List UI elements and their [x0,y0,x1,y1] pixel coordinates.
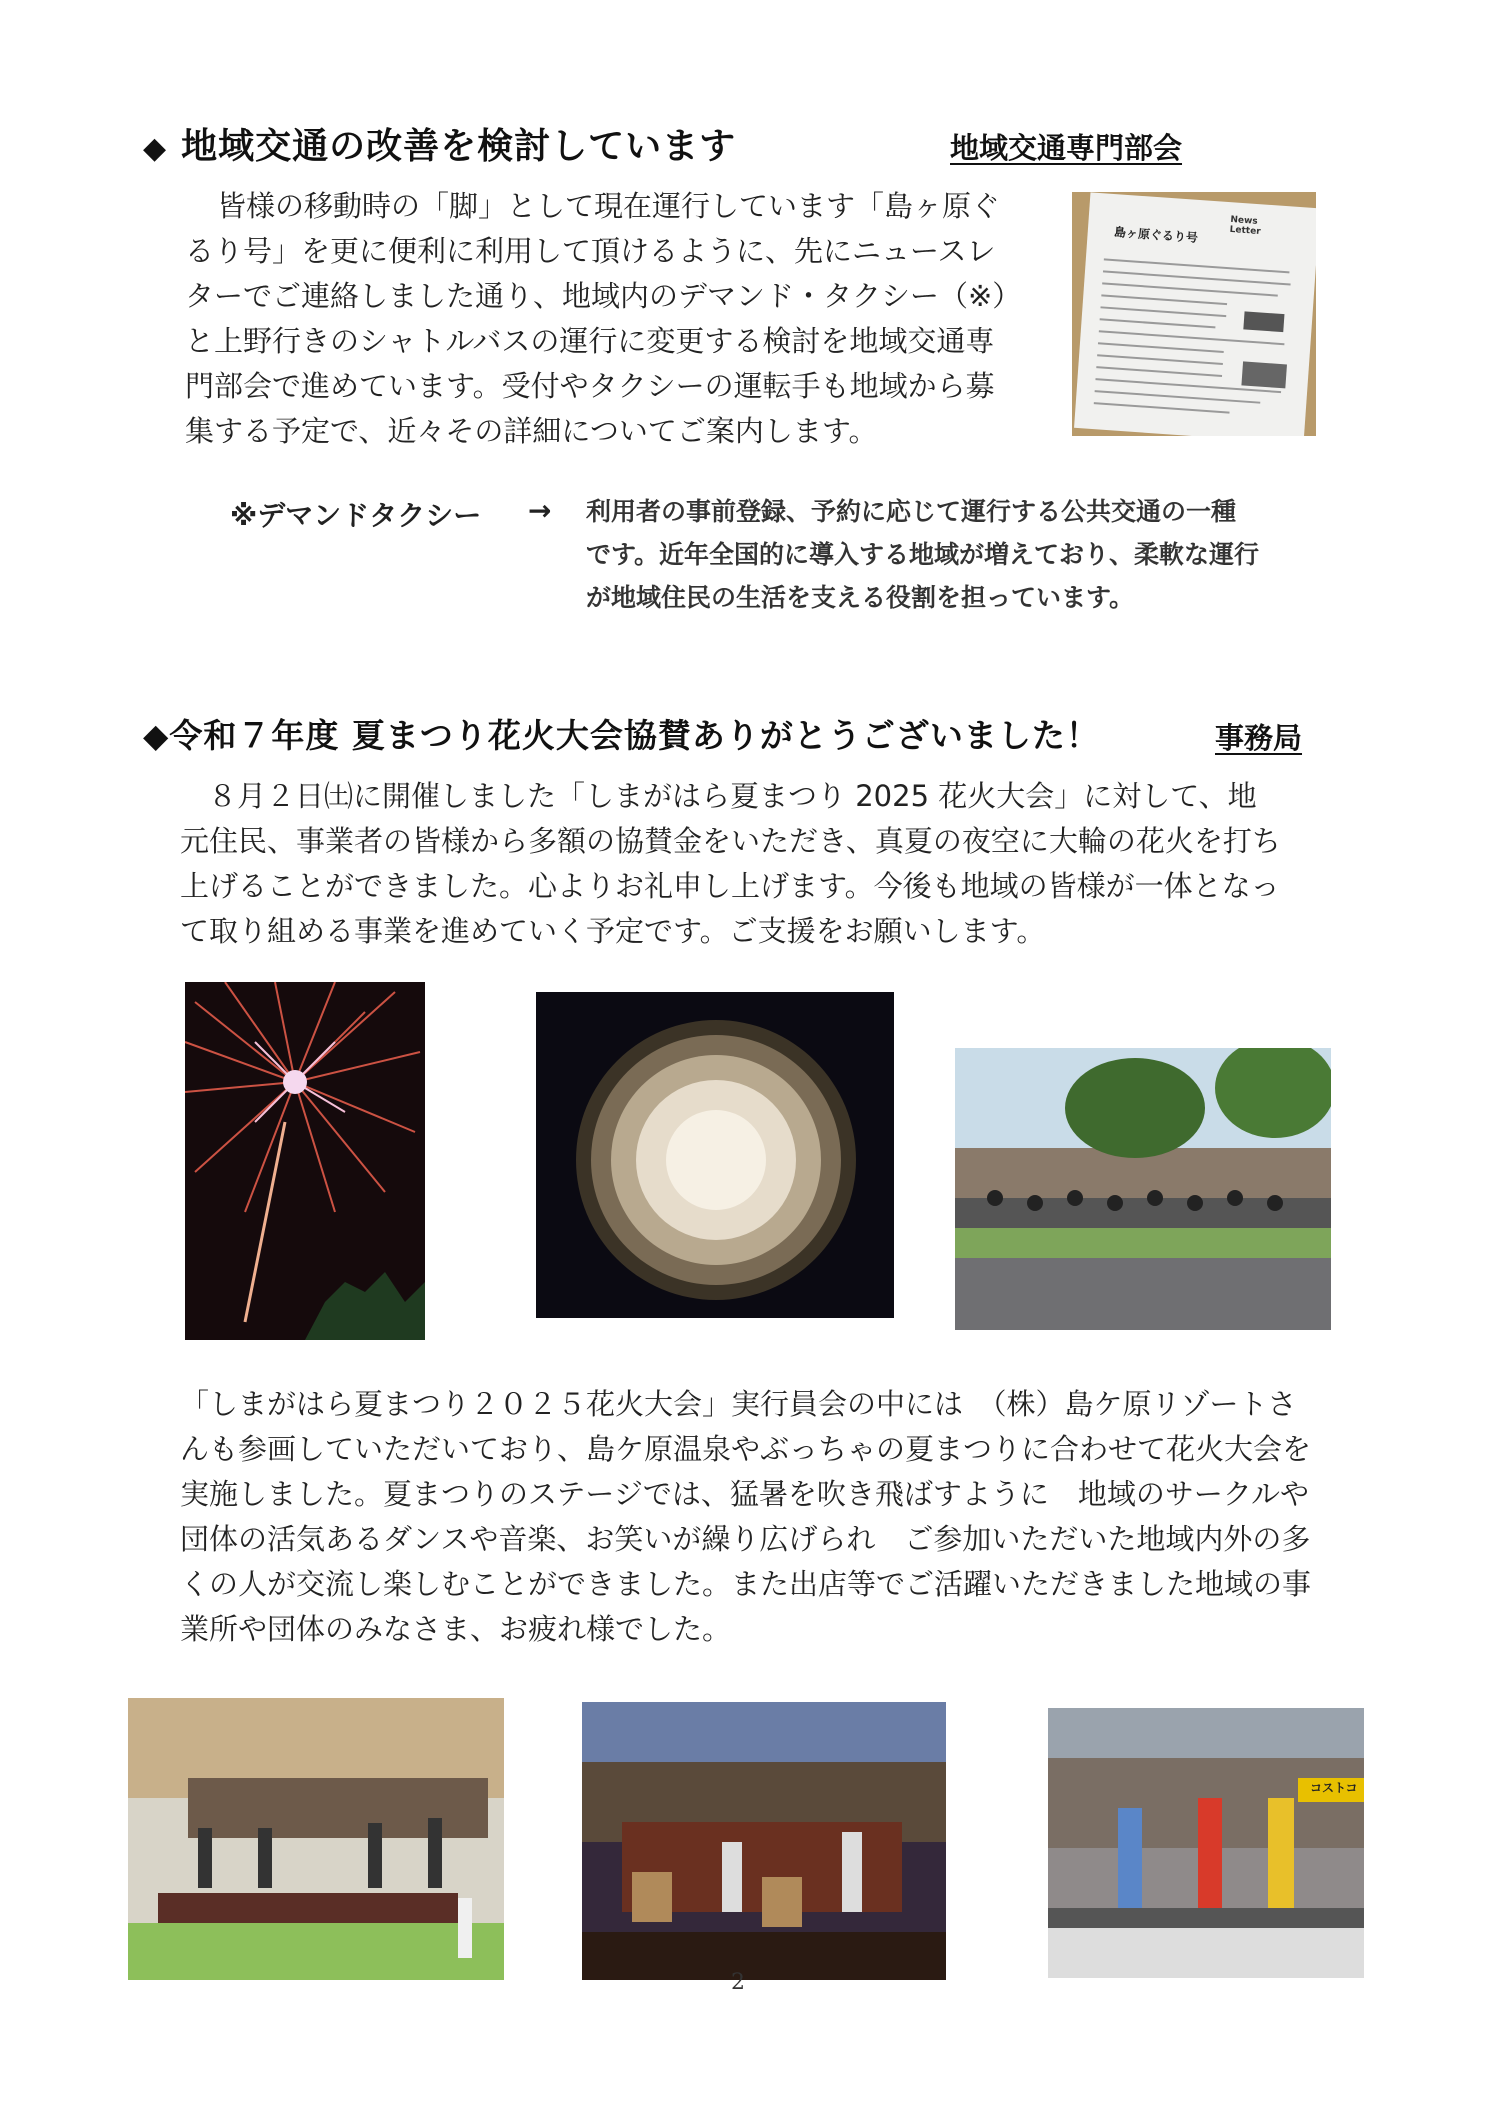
paragraph-line: 皆様の移動時の「脚」として現在運行しています「島ヶ原ぐ [217,189,1001,223]
paragraph-line: 団体の活気あるダンスや音楽、お笑いが繰り広げられ ご参加いただいた地域内外の多 [180,1522,1311,1556]
page-number: 2 [731,1970,745,1995]
newsletter-photo [1072,192,1316,436]
section1-title: 地域交通の改善を検討しています [181,126,737,167]
newsletter-badge: News Letter [1229,214,1261,238]
note-line: です。近年全国的に導入する地域が増えており、柔軟な運行 [586,540,1260,569]
section1-department: 地域交通専門部会 [950,131,1183,165]
diamond-bullet-icon: ◆ [143,131,168,166]
note-line: 利用者の事前登録、予約に応じて運行する公共交通の一種 [586,497,1237,526]
festival-crowd-photo [955,1048,1331,1330]
section2-department: 事務局 [1215,721,1303,755]
demand-taxi-term: ※デマンドタクシー [230,499,482,532]
paragraph-line: と上野行きのシャトルバスの運行に変更する検討を地域交通専 [185,324,995,358]
section1-paragraph [185,184,1065,454]
paragraph-line: 上げることができました。心よりお礼申し上げます。今後も地域の皆様が一体となっ [180,869,1280,903]
paragraph-line: 元住民、事業者の皆様から多額の協賛金をいただき、真夏の夜空に大輪の花火を打ち [180,824,1281,858]
comedy-stage-photo [1048,1708,1364,1978]
stage-banner-text: コストコ [1310,1781,1358,1795]
arrow-icon: → [528,494,552,527]
paragraph-line: 門部会で進めています。受付やタクシーの運転手も地域から募 [185,369,995,403]
paragraph-line: ８月２日㈯に開催しました「しまがはら夏まつり 2025 花火大会」に対して、地 [208,779,1257,813]
paragraph-line: 業所や団体のみなさま、お疲れ様でした。 [180,1612,732,1646]
section2-paragraph2 [180,1382,1360,1652]
paragraph-line: て取り組める事業を進めていく予定です。ご支援をお願いします。 [180,914,1046,948]
section1-heading [143,118,736,169]
demand-taxi-definition [586,490,1326,619]
paragraph-line: んも参画していただいており、島ケ原温泉やぶっちゃの夏まつりに合わせて花火大会を [180,1432,1312,1466]
paragraph-line: るり号」を更に便利に利用して頂けるように、先にニュースレ [185,234,996,268]
note-line: が地域住民の生活を支える役割を担っています。 [586,583,1135,612]
outdoor-stage-band-photo [128,1698,504,1980]
paragraph-line: 実施しました。夏まつりのステージでは、猛暑を吹き飛ばすように 地域のサークルや [180,1477,1309,1511]
section2-title: ◆令和７年度 夏まつり花火大会協賛ありがとうございました！ [143,716,1100,755]
taiko-drum-stage-photo [582,1702,946,1980]
paragraph-line: くの人が交流し楽しむことができました。また出店等でご活躍いただきました地域の事 [180,1567,1312,1601]
newsletter-title: 島ヶ原ぐるり号 [1113,225,1199,245]
fireworks-gold-photo [536,992,894,1318]
section2-paragraph [180,774,1360,954]
paragraph-line: 「しまがはら夏まつり２０２５花火大会」実行員会の中には （株）島ケ原リゾートさ [180,1387,1297,1421]
paragraph-line: ターでご連絡しました通り、地域内のデマンド・タクシー（※） [185,279,1022,313]
fireworks-red-photo [185,982,425,1340]
paragraph-line: 集する予定で、近々その詳細についてご案内します。 [185,414,878,448]
